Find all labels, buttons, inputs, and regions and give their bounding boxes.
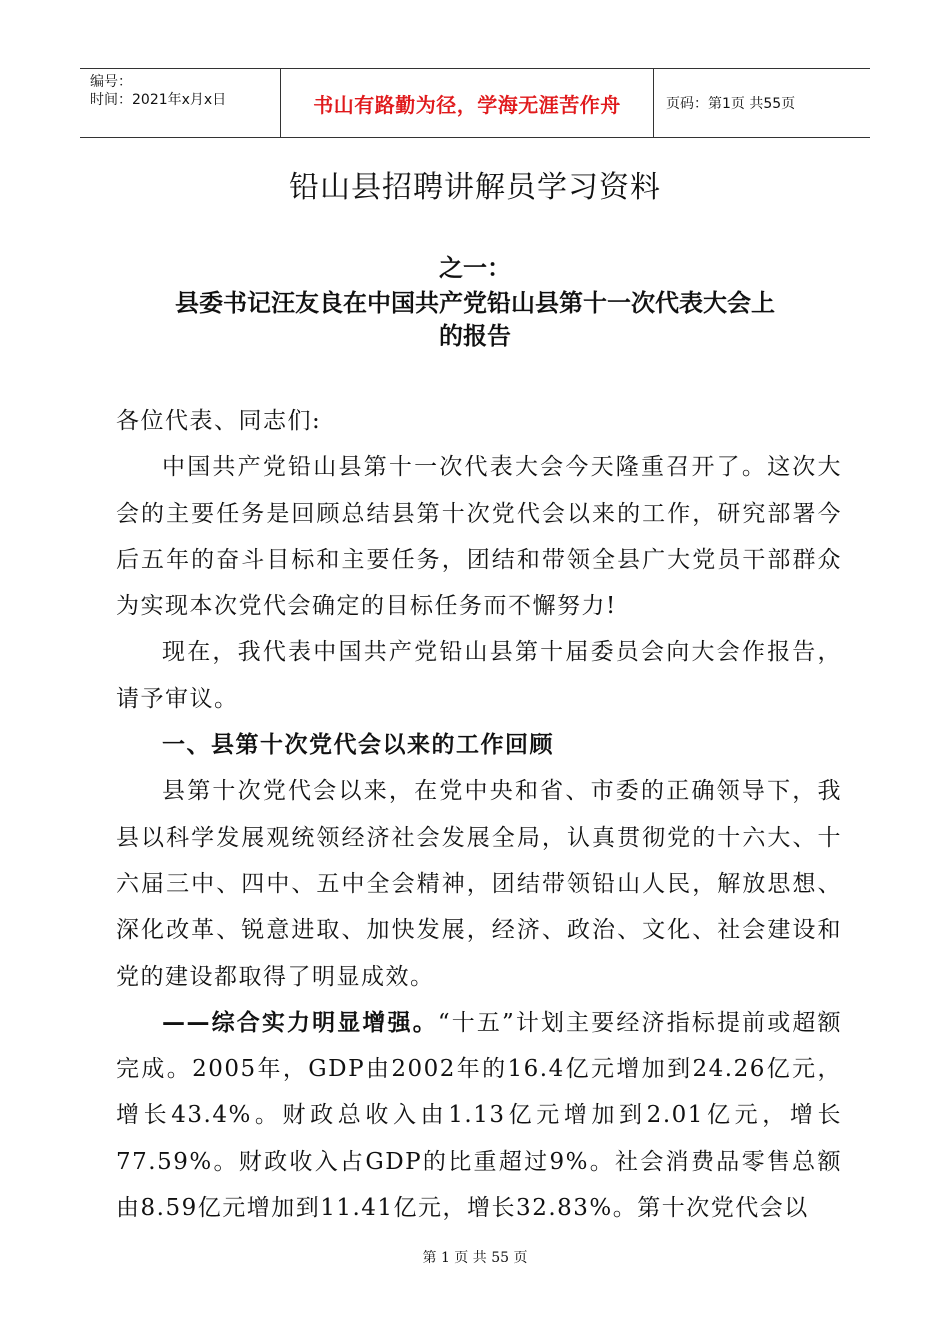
document-body <box>116 398 842 1231</box>
paragraph-3: 县第十次党代会以来，在党中央和省、市委的正确领导下，我县以科学发展观统领经济社会发展全局，认真贯彻党的十六大、十六届三中、四中、五中全会精神，团结带领铅山人民，解放思想、深化改革、锐意进取、加快发展，经济、政治、文化、社会建设和党的建设都取得了明显成效。 <box>116 778 842 990</box>
part-label: 之一： <box>439 254 511 282</box>
page-info: 页码：第1页 共55页 <box>666 96 796 112</box>
header-page-cell <box>654 69 870 137</box>
paragraph-1: 中国共产党铅山县第十一次代表大会今天隆重召开了。这次大会的主要任务是回顾总结县第十次党代会以来的工作，研究部署今后五年的奋斗目标和主要任务，团结和带领全县广大党员干部群众为实现本次党代会确定的目标任务而不懈努力! <box>116 454 842 620</box>
motto-text: 书山有路勤为径，学海无涯苦作舟 <box>313 92 621 117</box>
paragraph-4 <box>116 1000 842 1231</box>
report-title-line2: 的报告 <box>439 322 511 350</box>
time-label: 时间：2021年x月x日 <box>90 92 227 108</box>
paragraph-4-text: “十五”计划主要经济指标提前或超额完成。2005年，GDP由2002年的16.4亿元增加到24.26亿元，增长43.4%。财政总收入由1.13亿元增加到2.01亿元，增长77.59%。财政收入占GDP的比重超过9%。社会消费品零售总额由8.59亿元增加到11.41亿元，增长32.83%。第十次党代会以 <box>116 1009 842 1222</box>
greeting: 各位代表、同志们: <box>116 408 322 434</box>
header-motto-cell <box>280 69 654 137</box>
page-footer: 第 1 页 共 55 页 <box>422 1250 528 1266</box>
document-header <box>80 68 870 138</box>
report-title-line1: 县委书记汪友良在中国共产党铅山县第十一次代表大会上 <box>175 289 775 317</box>
document-title: 铅山县招聘讲解员学习资料 <box>289 170 661 205</box>
paragraph-2: 现在，我代表中国共产党铅山县第十届委员会向大会作报告，请予审议。 <box>116 639 842 712</box>
section-heading: 一、县第十次党代会以来的工作回顾 <box>162 732 554 759</box>
paragraph-4-lead: ——综合实力明显增强。 <box>162 1009 438 1036</box>
number-label: 编号： <box>90 74 132 90</box>
header-meta-cell <box>80 69 280 137</box>
